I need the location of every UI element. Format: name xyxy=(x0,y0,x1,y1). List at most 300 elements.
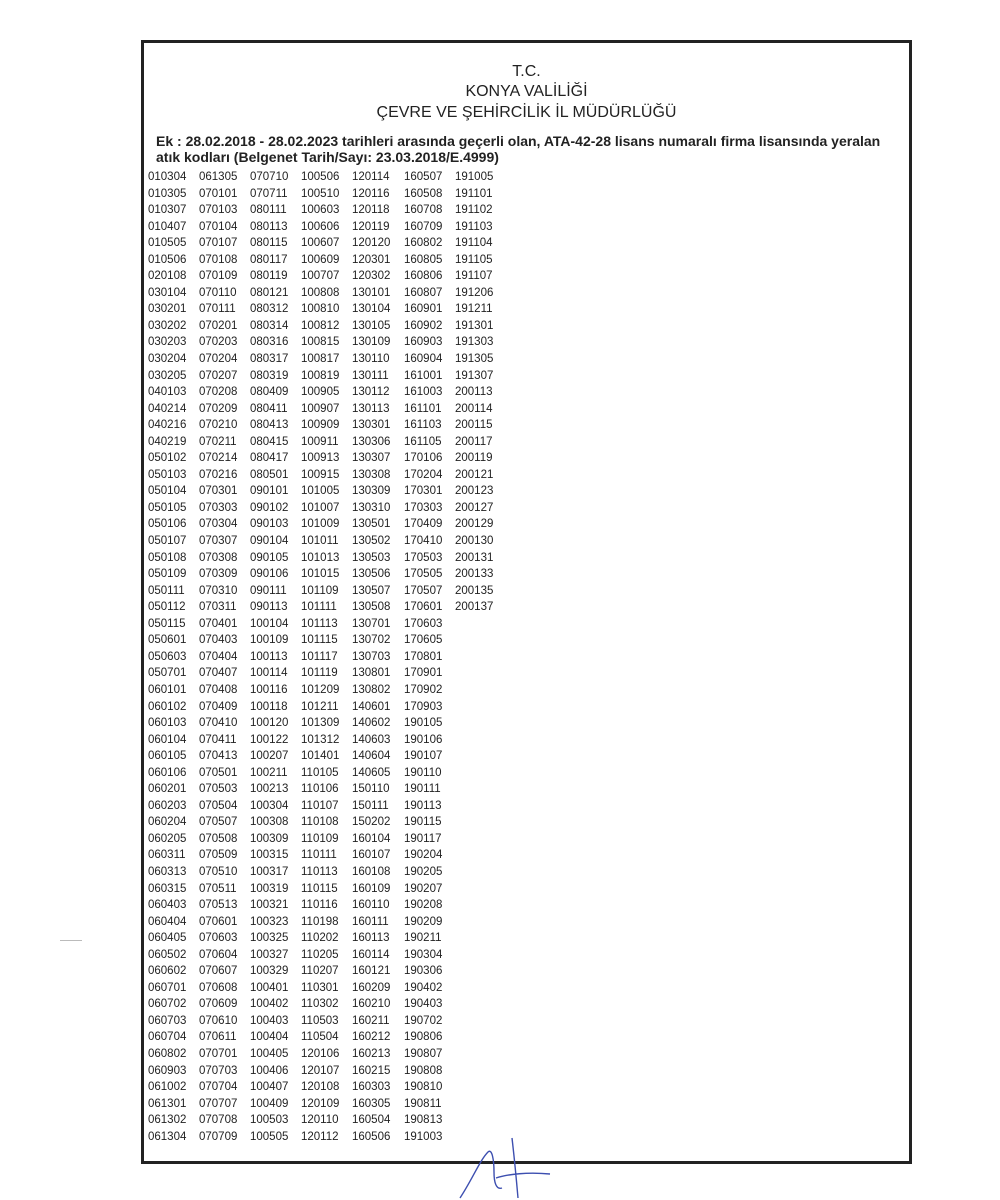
waste-code: 050106 xyxy=(148,518,187,531)
waste-code: 010407 xyxy=(148,220,187,233)
waste-code: 191003 xyxy=(404,1130,443,1143)
waste-code: 070711 xyxy=(250,187,288,200)
waste-code: 160508 xyxy=(404,187,443,200)
waste-code: 190808 xyxy=(404,1064,443,1077)
waste-code: 101309 xyxy=(301,717,340,730)
waste-code: 061305 xyxy=(199,171,238,183)
waste-code: 100404 xyxy=(250,1031,289,1044)
waste-code: 100402 xyxy=(250,998,289,1011)
waste-code: 100207 xyxy=(250,750,289,763)
waste-code: 190113 xyxy=(404,799,442,812)
waste-code: 070403 xyxy=(199,634,238,647)
waste-code: 130101 xyxy=(352,286,391,299)
waste-code: 070214 xyxy=(199,452,238,465)
waste-code: 130301 xyxy=(352,419,391,432)
waste-code: 130701 xyxy=(352,617,391,630)
waste-code: 191105 xyxy=(455,253,493,266)
waste-code: 100329 xyxy=(250,965,289,978)
waste-code: 160108 xyxy=(352,865,391,878)
waste-code: 100812 xyxy=(301,319,340,332)
waste-code: 060201 xyxy=(148,783,187,796)
waste-code: 110207 xyxy=(301,965,339,978)
waste-code: 130702 xyxy=(352,634,391,647)
waste-code: 061301 xyxy=(148,1097,187,1110)
waste-code: 190806 xyxy=(404,1031,443,1044)
waste-code: 170903 xyxy=(404,700,443,713)
waste-code: 060105 xyxy=(148,750,187,763)
waste-code: 080115 xyxy=(250,237,288,250)
waste-code: 190106 xyxy=(404,733,443,746)
waste-code: 120120 xyxy=(352,237,391,250)
waste-code: 170603 xyxy=(404,617,443,630)
waste-code: 170507 xyxy=(404,584,443,597)
waste-code: 160709 xyxy=(404,220,443,233)
waste-code: 010506 xyxy=(148,253,187,266)
waste-code: 150111 xyxy=(352,799,389,812)
waste-code: 170503 xyxy=(404,551,443,564)
waste-code: 100304 xyxy=(250,799,289,812)
waste-code: 110503 xyxy=(301,1014,339,1027)
waste-code: 101007 xyxy=(301,501,340,514)
waste-code: 190207 xyxy=(404,882,443,895)
waste-code: 200131 xyxy=(455,551,494,564)
waste-code: 070311 xyxy=(199,601,237,614)
waste-code: 080409 xyxy=(250,386,289,399)
waste-code: 080317 xyxy=(250,353,289,366)
waste-code: 170106 xyxy=(404,452,443,465)
waste-code: 070208 xyxy=(199,386,238,399)
waste-code: 160802 xyxy=(404,237,443,250)
waste-code: 160902 xyxy=(404,319,443,332)
waste-code: 070209 xyxy=(199,402,238,415)
waste-code: 200117 xyxy=(455,435,493,448)
waste-code: 070413 xyxy=(199,750,238,763)
waste-code: 130104 xyxy=(352,303,391,316)
waste-code: 070513 xyxy=(199,899,238,912)
waste-code: 050112 xyxy=(148,601,186,614)
waste-code: 070408 xyxy=(199,683,238,696)
waste-code: 161003 xyxy=(404,386,443,399)
waste-code: 110108 xyxy=(301,816,339,829)
waste-code: 120106 xyxy=(301,1047,340,1060)
waste-code: 191103 xyxy=(455,220,493,233)
waste-code: 040216 xyxy=(148,419,187,432)
waste-code: 161001 xyxy=(404,369,443,382)
waste-code: 190117 xyxy=(404,832,442,845)
waste-code: 100308 xyxy=(250,816,289,829)
waste-code: 160504 xyxy=(352,1114,391,1127)
waste-code: 070109 xyxy=(199,270,238,283)
waste-code: 110116 xyxy=(301,899,338,912)
waste-code: 060703 xyxy=(148,1014,187,1027)
waste-code: 191211 xyxy=(455,303,493,316)
waste-code: 060311 xyxy=(148,849,186,862)
waste-code: 101111 xyxy=(301,601,337,614)
waste-code: 070503 xyxy=(199,783,238,796)
waste-code: 060704 xyxy=(148,1031,187,1044)
waste-code: 110107 xyxy=(301,799,339,812)
waste-code: 160303 xyxy=(352,1081,391,1094)
waste-code: 080119 xyxy=(250,270,288,283)
waste-code: 050105 xyxy=(148,501,187,514)
waste-code: 120107 xyxy=(301,1064,340,1077)
waste-code: 070401 xyxy=(199,617,238,630)
waste-code: 030204 xyxy=(148,353,187,366)
waste-code: 070507 xyxy=(199,816,238,829)
waste-code: 160806 xyxy=(404,270,443,283)
waste-code: 150202 xyxy=(352,816,391,829)
waste-code: 191307 xyxy=(455,369,494,382)
waste-code: 130506 xyxy=(352,568,391,581)
waste-code: 190810 xyxy=(404,1081,443,1094)
waste-code: 040214 xyxy=(148,402,187,415)
waste-code: 110202 xyxy=(301,932,339,945)
waste-code: 070603 xyxy=(199,932,238,945)
waste-code: 070201 xyxy=(199,319,238,332)
waste-code: 010505 xyxy=(148,237,187,250)
waste-code: 070301 xyxy=(199,485,238,498)
waste-code: 130501 xyxy=(352,518,391,531)
waste-code: 100819 xyxy=(301,369,340,382)
waste-code: 100913 xyxy=(301,452,340,465)
waste-code: 200121 xyxy=(455,468,494,481)
waste-code: 070104 xyxy=(199,220,238,233)
code-column xyxy=(199,169,237,1145)
waste-code: 050103 xyxy=(148,468,187,481)
waste-code: 070709 xyxy=(199,1130,238,1143)
waste-code: 160111 xyxy=(352,915,389,928)
waste-code: 101209 xyxy=(301,683,340,696)
waste-code: 100505 xyxy=(250,1130,289,1143)
waste-code: 191102 xyxy=(455,204,493,217)
waste-code: 190403 xyxy=(404,998,443,1011)
waste-code: 200123 xyxy=(455,485,494,498)
waste-code: 060502 xyxy=(148,948,187,961)
code-column xyxy=(301,169,339,1145)
waste-code: 160113 xyxy=(352,932,390,945)
waste-code: 060205 xyxy=(148,832,187,845)
waste-code: 060404 xyxy=(148,915,187,928)
waste-code: 030203 xyxy=(148,336,187,349)
waste-code: 120109 xyxy=(301,1097,340,1110)
waste-code: 030104 xyxy=(148,286,187,299)
waste-code: 070611 xyxy=(199,1031,237,1044)
waste-code: 070310 xyxy=(199,584,238,597)
waste-code: 070304 xyxy=(199,518,238,531)
waste-code: 070411 xyxy=(199,733,237,746)
waste-code: 090106 xyxy=(250,568,289,581)
waste-code: 140602 xyxy=(352,717,391,730)
waste-code: 070308 xyxy=(199,551,238,564)
waste-code: 160507 xyxy=(404,171,443,183)
waste-code: 110302 xyxy=(301,998,339,1011)
waste-code: 191101 xyxy=(455,187,493,200)
waste-code: 191005 xyxy=(455,171,494,183)
waste-code: 100506 xyxy=(301,171,340,183)
waste-code: 160121 xyxy=(352,965,391,978)
waste-code: 020108 xyxy=(148,270,187,283)
waste-code: 130802 xyxy=(352,683,391,696)
waste-code: 100323 xyxy=(250,915,289,928)
waste-code: 190111 xyxy=(404,783,441,796)
waste-code: 140601 xyxy=(352,700,391,713)
waste-code: 170204 xyxy=(404,468,443,481)
waste-code: 110205 xyxy=(301,948,339,961)
waste-code: 160107 xyxy=(352,849,391,862)
waste-code: 170505 xyxy=(404,568,443,581)
waste-code: 070409 xyxy=(199,700,238,713)
waste-code: 200127 xyxy=(455,501,494,514)
waste-code: 070604 xyxy=(199,948,238,961)
waste-code: 070216 xyxy=(199,468,238,481)
waste-code: 080121 xyxy=(250,286,289,299)
waste-code: 100403 xyxy=(250,1014,289,1027)
waste-code: 060315 xyxy=(148,882,187,895)
waste-code: 070107 xyxy=(199,237,238,250)
waste-code: 130109 xyxy=(352,336,391,349)
waste-code: 110115 xyxy=(301,882,338,895)
waste-code: 130507 xyxy=(352,584,391,597)
waste-code: 170902 xyxy=(404,683,443,696)
waste-code: 170601 xyxy=(404,601,443,614)
waste-code: 100406 xyxy=(250,1064,289,1077)
waste-code: 200129 xyxy=(455,518,494,531)
waste-code: 170303 xyxy=(404,501,443,514)
waste-code: 060104 xyxy=(148,733,187,746)
waste-code: 110198 xyxy=(301,915,339,928)
waste-code: 030202 xyxy=(148,319,187,332)
waste-code: 130110 xyxy=(352,353,390,366)
waste-code: 100109 xyxy=(250,634,289,647)
waste-code: 200137 xyxy=(455,601,494,614)
waste-code: 160211 xyxy=(352,1014,390,1027)
waste-code: 100606 xyxy=(301,220,340,233)
waste-code: 060203 xyxy=(148,799,187,812)
waste-code: 190107 xyxy=(404,750,443,763)
waste-code: 170301 xyxy=(404,485,443,498)
waste-code: 120302 xyxy=(352,270,391,283)
waste-code: 120114 xyxy=(352,171,390,183)
waste-code: 101119 xyxy=(301,667,338,680)
waste-code: 190811 xyxy=(404,1097,442,1110)
waste-code: 130703 xyxy=(352,650,391,663)
waste-code: 170901 xyxy=(404,667,443,680)
waste-code: 190211 xyxy=(404,932,442,945)
waste-code: 190208 xyxy=(404,899,443,912)
waste-code: 130310 xyxy=(352,501,391,514)
waste-code: 120108 xyxy=(301,1081,340,1094)
waste-code: 100122 xyxy=(250,733,289,746)
waste-code: 050107 xyxy=(148,535,187,548)
waste-code: 191303 xyxy=(455,336,494,349)
waste-code: 161103 xyxy=(404,419,442,432)
waste-code: 100211 xyxy=(250,766,288,779)
waste-code: 161101 xyxy=(404,402,442,415)
waste-code: 050109 xyxy=(148,568,187,581)
waste-code: 100603 xyxy=(301,204,340,217)
waste-code: 190304 xyxy=(404,948,443,961)
code-column xyxy=(148,169,186,1145)
waste-code: 080413 xyxy=(250,419,289,432)
waste-code: 060103 xyxy=(148,717,187,730)
waste-code: 190105 xyxy=(404,717,443,730)
waste-code: 160110 xyxy=(352,899,390,912)
waste-code: 100118 xyxy=(250,700,288,713)
waste-code: 101009 xyxy=(301,518,340,531)
waste-code: 120119 xyxy=(352,220,390,233)
waste-code: 090103 xyxy=(250,518,289,531)
waste-code: 170410 xyxy=(404,535,443,548)
waste-code: 160210 xyxy=(352,998,391,1011)
waste-code: 070703 xyxy=(199,1064,238,1077)
waste-code: 080501 xyxy=(250,468,289,481)
waste-code: 070610 xyxy=(199,1014,238,1027)
waste-code: 080312 xyxy=(250,303,289,316)
waste-code: 190807 xyxy=(404,1047,443,1060)
waste-code: 060602 xyxy=(148,965,187,978)
waste-code: 110106 xyxy=(301,783,339,796)
waste-code: 080411 xyxy=(250,402,288,415)
waste-code: 160209 xyxy=(352,981,391,994)
waste-code: 061302 xyxy=(148,1114,187,1127)
waste-code: 100909 xyxy=(301,419,340,432)
waste-code: 070511 xyxy=(199,882,237,895)
waste-code: 110105 xyxy=(301,766,339,779)
waste-code: 070307 xyxy=(199,535,238,548)
waste-code: 070704 xyxy=(199,1081,238,1094)
waste-code: 100327 xyxy=(250,948,289,961)
waste-code: 100116 xyxy=(250,683,288,696)
waste-code: 100707 xyxy=(301,270,340,283)
waste-code: 101211 xyxy=(301,700,339,713)
waste-code: 100309 xyxy=(250,832,289,845)
waste-code: 101015 xyxy=(301,568,340,581)
waste-code: 070708 xyxy=(199,1114,238,1127)
waste-code: 200135 xyxy=(455,584,494,597)
waste-code: 130105 xyxy=(352,319,391,332)
waste-code: 160904 xyxy=(404,353,443,366)
waste-code: 191107 xyxy=(455,270,493,283)
waste-code: 070309 xyxy=(199,568,238,581)
waste-code: 160109 xyxy=(352,882,391,895)
waste-code: 070707 xyxy=(199,1097,238,1110)
waste-code: 060101 xyxy=(148,683,187,696)
waste-code: 070407 xyxy=(199,667,238,680)
waste-code: 190702 xyxy=(404,1014,443,1027)
waste-code: 010304 xyxy=(148,171,187,183)
waste-code: 170605 xyxy=(404,634,443,647)
waste-code: 190204 xyxy=(404,849,443,862)
waste-code: 030205 xyxy=(148,369,187,382)
waste-code: 190110 xyxy=(404,766,442,779)
waste-code: 110111 xyxy=(301,849,337,862)
waste-code: 101401 xyxy=(301,750,340,763)
waste-code: 190205 xyxy=(404,865,443,878)
waste-code: 200130 xyxy=(455,535,494,548)
waste-code: 100405 xyxy=(250,1047,289,1060)
waste-code: 090102 xyxy=(250,501,289,514)
waste-code: 060102 xyxy=(148,700,187,713)
waste-code: 200119 xyxy=(455,452,493,465)
waste-code: 130306 xyxy=(352,435,391,448)
waste-code: 070504 xyxy=(199,799,238,812)
waste-code: 150110 xyxy=(352,783,390,796)
waste-code: 110301 xyxy=(301,981,339,994)
waste-code: 120116 xyxy=(352,187,390,200)
margin-mark xyxy=(60,940,82,941)
waste-code: 100321 xyxy=(250,899,289,912)
waste-code: 010305 xyxy=(148,187,187,200)
waste-code: 061304 xyxy=(148,1130,187,1143)
waste-code: 101013 xyxy=(301,551,340,564)
waste-code: 100401 xyxy=(250,981,289,994)
waste-code: 190402 xyxy=(404,981,443,994)
waste-code: 200114 xyxy=(455,402,493,415)
waste-code: 160901 xyxy=(404,303,443,316)
waste-code: 101115 xyxy=(301,634,338,647)
waste-code: 130307 xyxy=(352,452,391,465)
header-line-governorship: KONYA VALİLİĞİ xyxy=(465,83,588,100)
waste-code: 161105 xyxy=(404,435,442,448)
waste-code: 070211 xyxy=(199,435,237,448)
waste-code: 100810 xyxy=(301,303,340,316)
waste-code: 070601 xyxy=(199,915,238,928)
waste-code: 040219 xyxy=(148,435,187,448)
waste-code: 060106 xyxy=(148,766,187,779)
waste-code: 070710 xyxy=(250,171,289,183)
waste-code: 190209 xyxy=(404,915,443,928)
waste-code: 100815 xyxy=(301,336,340,349)
waste-code: 160708 xyxy=(404,204,443,217)
waste-code: 100817 xyxy=(301,353,340,366)
waste-code: 090101 xyxy=(250,485,289,498)
waste-code: 060313 xyxy=(148,865,187,878)
code-column xyxy=(404,169,442,1145)
waste-code: 191104 xyxy=(455,237,493,250)
waste-code: 090104 xyxy=(250,535,289,548)
waste-code: 070303 xyxy=(199,501,238,514)
waste-code: 100319 xyxy=(250,882,289,895)
waste-code: 120110 xyxy=(301,1114,339,1127)
waste-code: 070510 xyxy=(199,865,238,878)
waste-code: 110113 xyxy=(301,865,338,878)
waste-code: 070404 xyxy=(199,650,238,663)
waste-code: 070110 xyxy=(199,286,237,299)
waste-code: 070501 xyxy=(199,766,238,779)
waste-code: 130308 xyxy=(352,468,391,481)
waste-code: 060405 xyxy=(148,932,187,945)
waste-code: 140604 xyxy=(352,750,391,763)
waste-code: 070607 xyxy=(199,965,238,978)
waste-code: 130113 xyxy=(352,402,390,415)
waste-code: 170801 xyxy=(404,650,443,663)
waste-code: 100915 xyxy=(301,468,340,481)
waste-code: 070701 xyxy=(199,1047,238,1060)
waste-code: 070103 xyxy=(199,204,238,217)
waste-code: 060403 xyxy=(148,899,187,912)
signature xyxy=(450,1130,570,1200)
waste-code: 040103 xyxy=(148,386,187,399)
annex-note: Ek : 28.02.2018 - 28.02.2023 tarihleri arasında geçerli olan, ATA-42-28 lisans numaralı firma lisansında yeralan atık kodları (Belgenet Tarih/Sayı: 23.03.2018/E.4999) xyxy=(156,133,881,165)
waste-code: 100213 xyxy=(250,783,289,796)
waste-code: 100104 xyxy=(250,617,289,630)
code-column xyxy=(250,169,288,1145)
waste-code: 050701 xyxy=(148,667,187,680)
waste-code: 100114 xyxy=(250,667,288,680)
waste-code: 070509 xyxy=(199,849,238,862)
waste-code: 100510 xyxy=(301,187,340,200)
waste-code: 100907 xyxy=(301,402,340,415)
